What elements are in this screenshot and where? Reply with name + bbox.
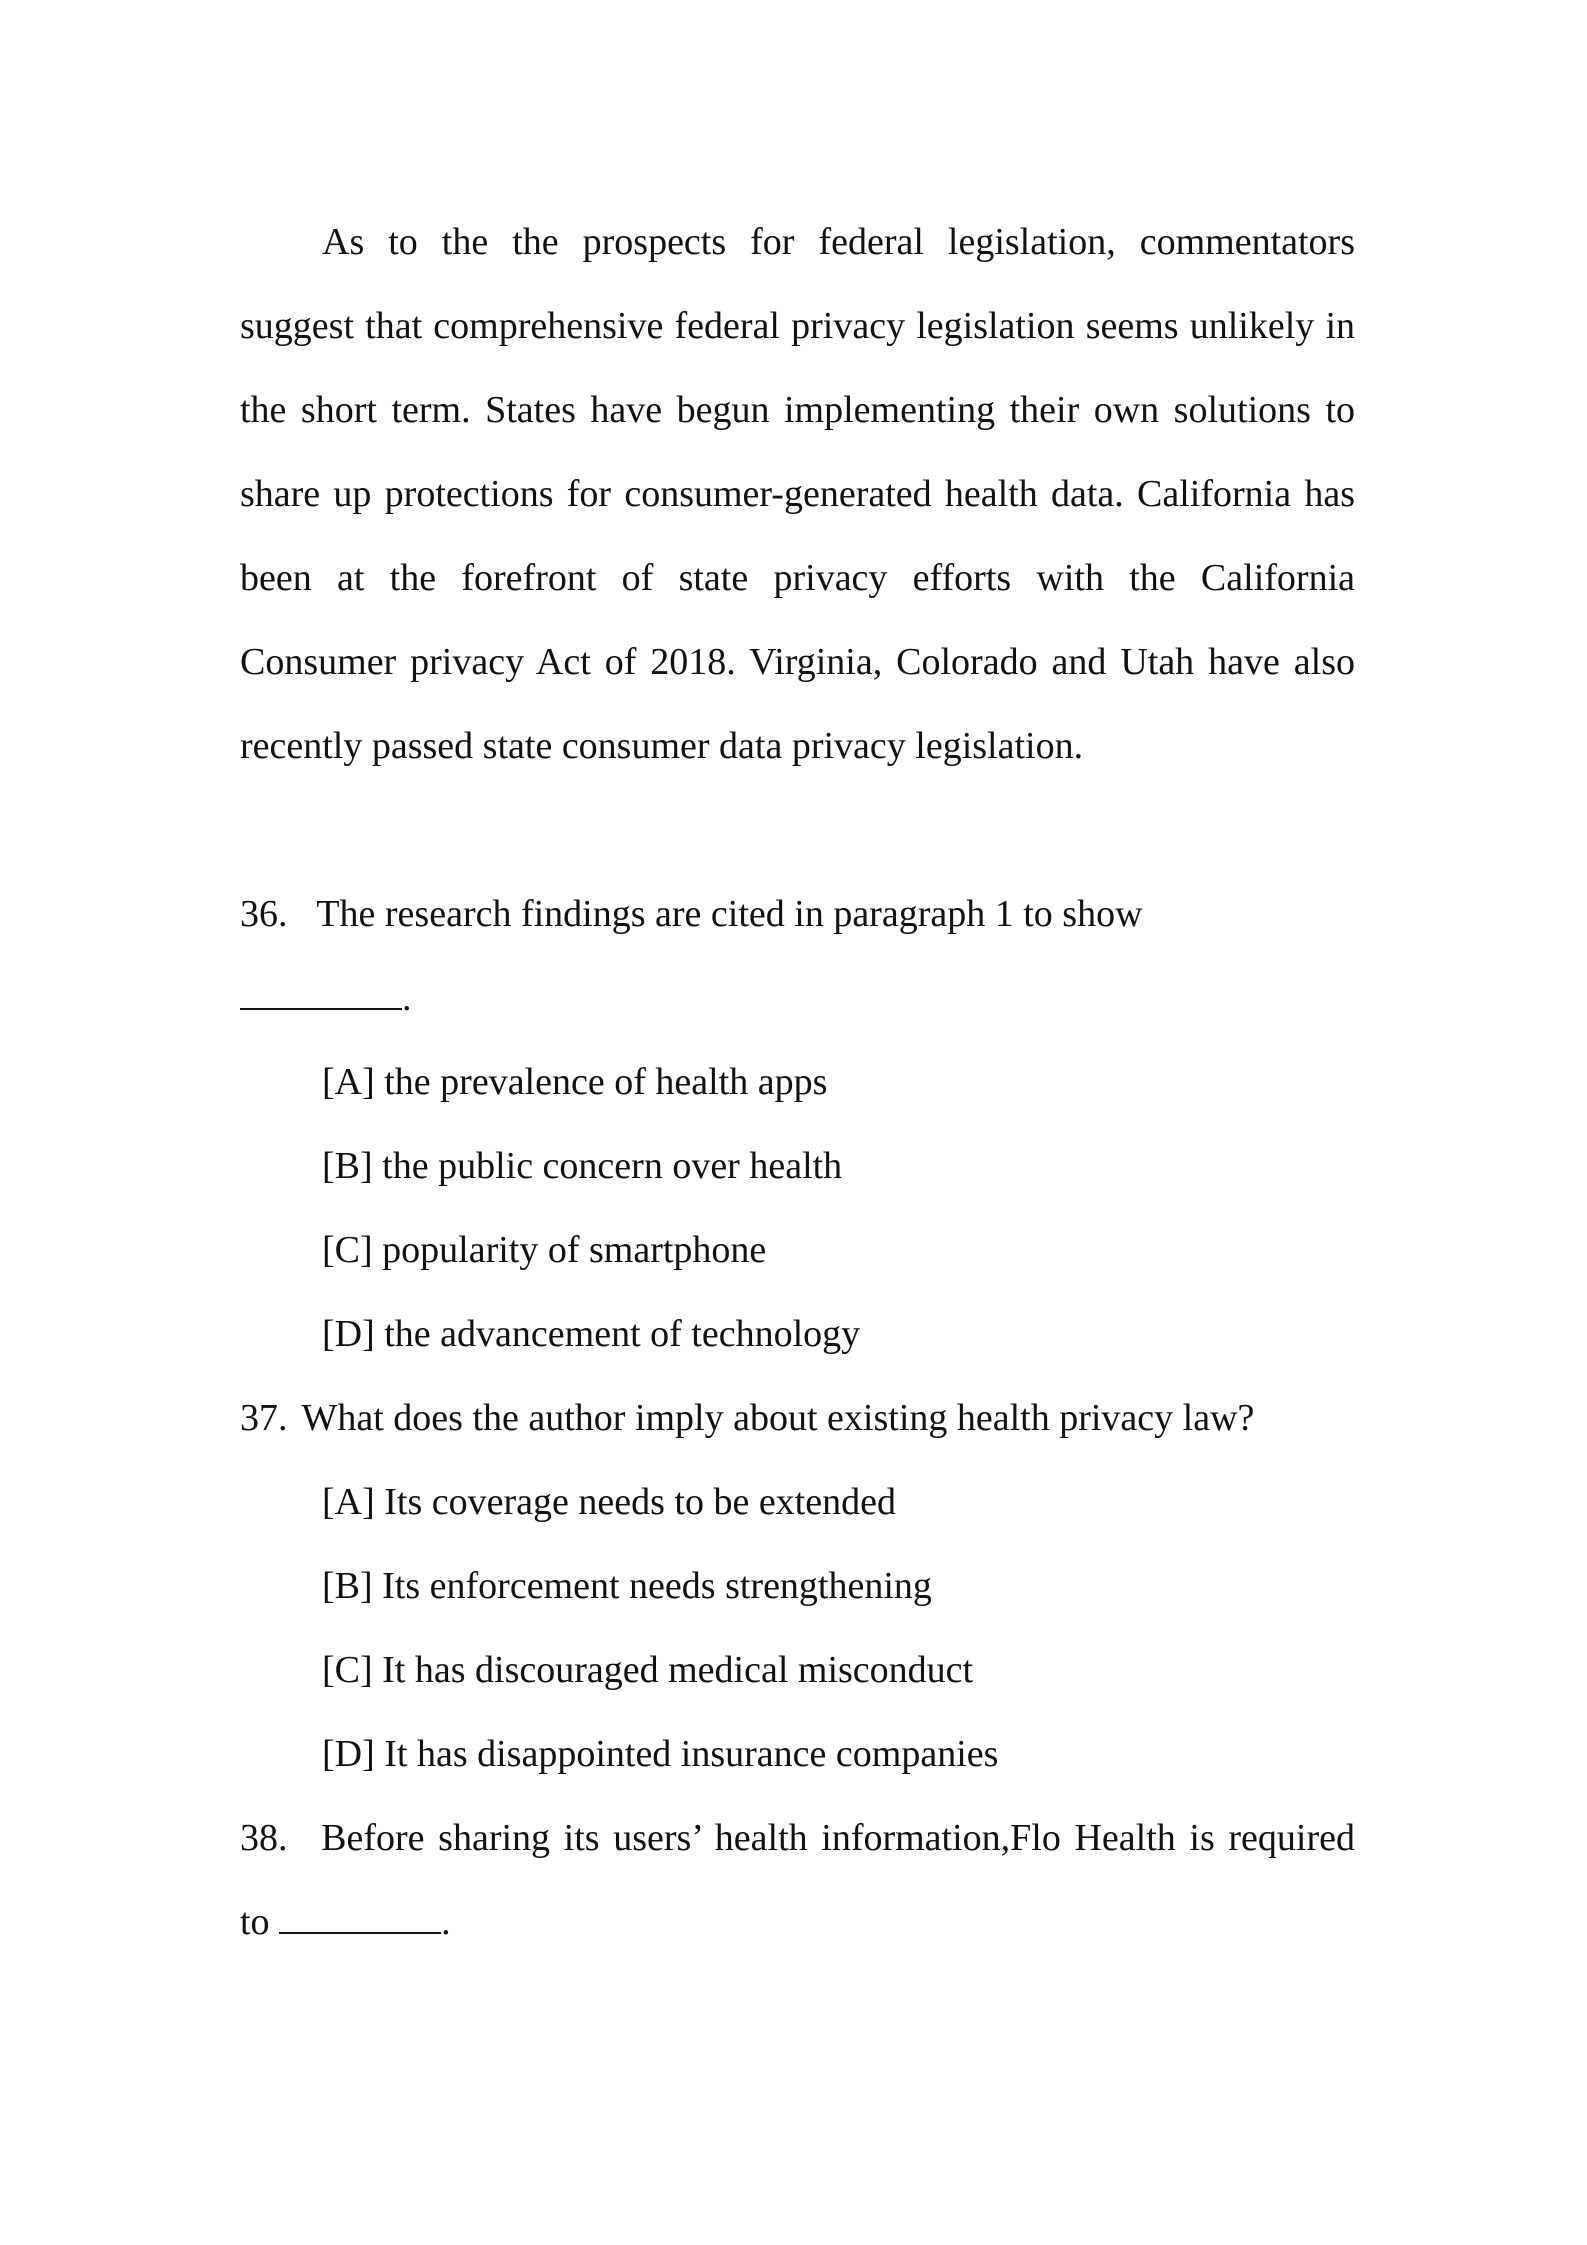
question-38-stem-line: [240, 1796, 1355, 1964]
question-36-option-b: [B] the public concern over health: [322, 1145, 843, 1187]
question-36-stem-line: [240, 872, 1355, 1040]
question-37-option-d: [D] It has disappointed insurance companies: [322, 1733, 999, 1775]
passage-paragraph: As to the the prospects for federal legislation, commentators suggest that comprehensive federal privacy legislation seems unlikely in the short term. States have begun implementing their own solutions to share up protections for consumer-generated health data. California has been at the forefront of state privacy efforts with the California Consumer privacy Act of 2018. Virginia, Colorado and Utah have also recently passed state consumer data privacy legislation.: [240, 221, 1355, 767]
question-36-answer-blank: [240, 978, 402, 1010]
question-38-number: 38.: [240, 1817, 288, 1859]
question-36-option-d: [D] the advancement of technology: [322, 1313, 861, 1355]
question-37-option-a: [A] Its coverage needs to be extended: [322, 1481, 896, 1523]
question-36: [240, 872, 1355, 1376]
question-38-stem: Before sharing its users’ health information,Flo Health is required to: [240, 1817, 1356, 1943]
question-36-period: .: [402, 977, 412, 1019]
question-36-stem: The research findings are cited in paragraph 1 to show: [316, 893, 1143, 935]
question-37-option-b: [B] Its enforcement needs strengthening: [322, 1565, 932, 1607]
question-37-option-c: [C] It has discouraged medical misconduct: [322, 1649, 974, 1691]
question-36-option-c: [C] popularity of smartphone: [322, 1229, 767, 1271]
document-page: [240, 200, 1355, 1964]
question-37-stem-line: [240, 1376, 1355, 1460]
question-38: [240, 1796, 1355, 1964]
question-36-number: 36.: [240, 893, 288, 935]
question-37-number: 37.: [240, 1397, 288, 1439]
question-37: [240, 1376, 1355, 1796]
question-38-answer-blank: [279, 1902, 441, 1934]
question-36-option-a: [A] the prevalence of health apps: [322, 1061, 828, 1103]
question-37-stem: What does the author imply about existing health privacy law?: [301, 1397, 1255, 1439]
question-38-period: .: [441, 1901, 451, 1943]
